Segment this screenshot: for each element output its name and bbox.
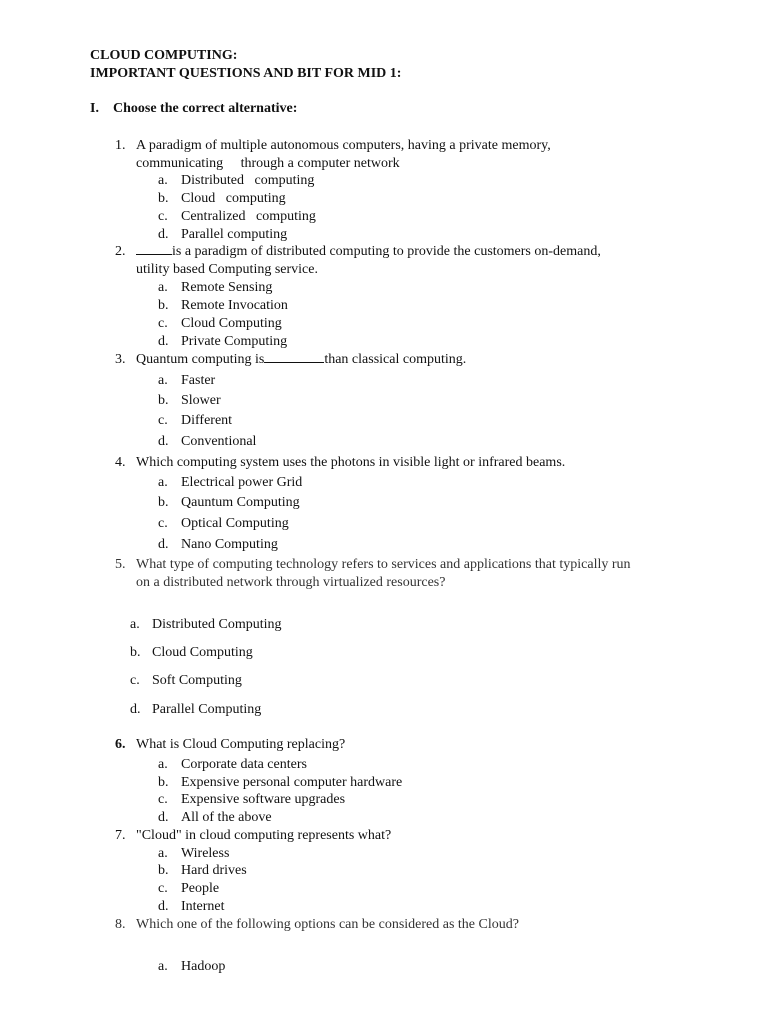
option-letter: c. <box>158 413 168 428</box>
option-letter: a. <box>158 757 168 772</box>
option-letter: d. <box>158 334 169 349</box>
question-text-before-blank: Quantum computing is <box>136 352 265 367</box>
question-text-after-blank: than classical computing. <box>324 352 467 367</box>
question-text-after-blank: is a paradigm of distributed computing to provide the customers on-demand, <box>172 244 601 259</box>
option-text: Conventional <box>181 434 257 449</box>
option-text: Cloud Computing <box>152 645 253 660</box>
question-number: 2. <box>115 244 126 259</box>
option-letter: c. <box>158 209 168 224</box>
option-letter: d. <box>158 537 169 552</box>
option-letter: b. <box>158 298 169 313</box>
option-text: Wireless <box>181 846 230 861</box>
option-letter: b. <box>158 863 169 878</box>
option-text: All of the above <box>181 810 272 825</box>
option-letter: a. <box>158 959 168 974</box>
option-letter: c. <box>130 673 140 688</box>
answer-blank <box>136 243 172 255</box>
option-letter: c. <box>158 316 168 331</box>
section-number: I. <box>90 101 99 116</box>
option-text: Nano Computing <box>181 537 278 552</box>
section-heading: Choose the correct alternative: <box>113 101 298 116</box>
option-text: Cloud computing <box>181 191 286 206</box>
question-text: Which one of the following options can be considered as the Cloud? <box>136 917 519 932</box>
option-text: Centralized computing <box>181 209 316 224</box>
option-letter: d. <box>158 810 169 825</box>
option-letter: d. <box>158 899 169 914</box>
option-letter: a. <box>158 173 168 188</box>
question-text: A paradigm of multiple autonomous computers, having a private memory, <box>136 138 551 153</box>
option-text: Faster <box>181 373 216 388</box>
answer-blank <box>264 351 324 363</box>
option-letter: a. <box>158 373 168 388</box>
option-text: Remote Invocation <box>181 298 288 313</box>
option-text: Hard drives <box>181 863 247 878</box>
option-letter: b. <box>158 775 169 790</box>
option-letter: b. <box>158 191 169 206</box>
question-text: Which computing system uses the photons in visible light or infrared beams. <box>136 455 566 470</box>
option-text: Expensive software upgrades <box>181 792 346 807</box>
doc-title-line1: CLOUD COMPUTING: <box>90 48 238 63</box>
option-letter: a. <box>158 846 168 861</box>
option-letter: d. <box>158 434 169 449</box>
option-text: Parallel Computing <box>152 702 262 717</box>
option-letter: b. <box>158 495 169 510</box>
option-text: Internet <box>181 899 225 914</box>
option-letter: b. <box>130 645 141 660</box>
option-text: Optical Computing <box>181 516 289 531</box>
question-text: communicating through a computer network <box>136 156 400 171</box>
question-number: 4. <box>115 455 126 470</box>
option-letter: d. <box>158 227 169 242</box>
option-letter: c. <box>158 792 168 807</box>
question-number: 1. <box>115 138 126 153</box>
option-letter: c. <box>158 881 168 896</box>
option-text: Hadoop <box>181 959 226 974</box>
option-text: Slower <box>181 393 221 408</box>
option-text: Electrical power Grid <box>181 475 303 490</box>
question-number: 8. <box>115 917 126 932</box>
option-text: Different <box>181 413 233 428</box>
question-text <box>136 243 601 260</box>
question-number: 7. <box>115 828 126 843</box>
option-text: Soft Computing <box>152 673 242 688</box>
option-text: Distributed Computing <box>152 617 282 632</box>
question-number: 6. <box>115 737 126 752</box>
option-text: Parallel computing <box>181 227 288 242</box>
doc-title-line2: IMPORTANT QUESTIONS AND BIT FOR MID 1: <box>90 66 402 81</box>
question-text <box>136 351 466 368</box>
option-text: Qauntum Computing <box>181 495 300 510</box>
question-text: What type of computing technology refers to services and applications that typically run <box>136 557 631 572</box>
question-text: on a distributed network through virtualized resources? <box>136 575 446 590</box>
question-number: 3. <box>115 352 126 367</box>
option-letter: a. <box>130 617 140 632</box>
option-text: Private Computing <box>181 334 288 349</box>
option-text: People <box>181 881 220 896</box>
option-text: Distributed computing <box>181 173 315 188</box>
option-text: Expensive personal computer hardware <box>181 775 403 790</box>
option-letter: a. <box>158 280 168 295</box>
option-text: Cloud Computing <box>181 316 282 331</box>
option-letter: d. <box>130 702 141 717</box>
question-text: What is Cloud Computing replacing? <box>136 737 346 752</box>
option-letter: b. <box>158 393 169 408</box>
question-number: 5. <box>115 557 126 572</box>
question-text: utility based Computing service. <box>136 262 318 277</box>
option-text: Remote Sensing <box>181 280 273 295</box>
option-text: Corporate data centers <box>181 757 307 772</box>
option-letter: a. <box>158 475 168 490</box>
question-text: "Cloud" in cloud computing represents what? <box>136 828 392 843</box>
option-letter: c. <box>158 516 168 531</box>
